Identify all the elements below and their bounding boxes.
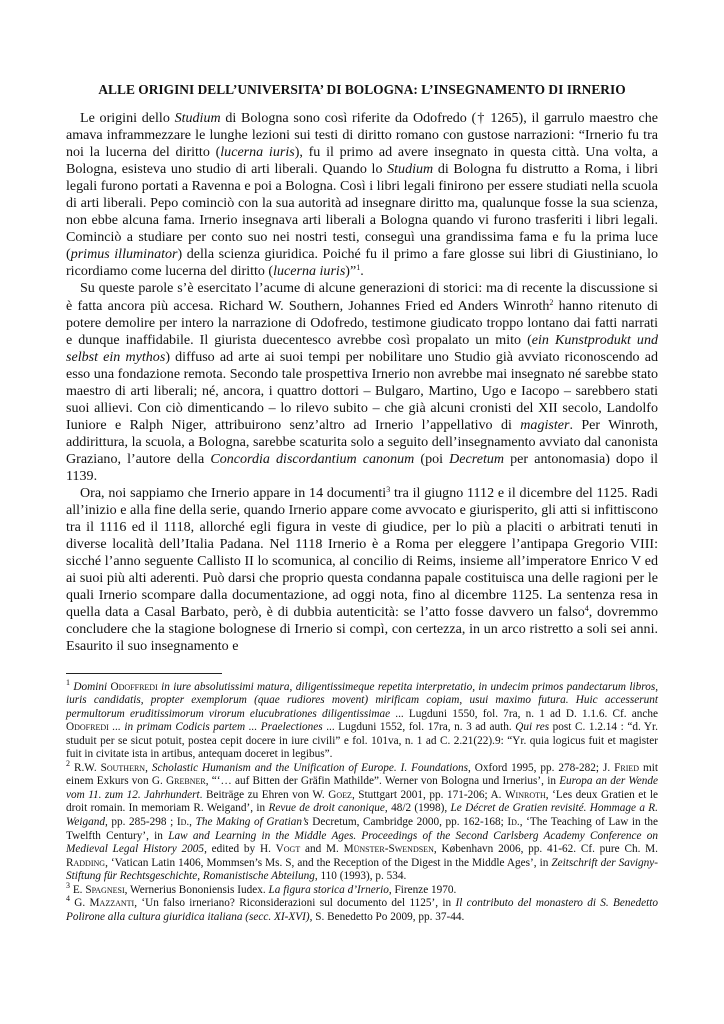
text-run: , ‘Vatican Latin 1406, Mommsen’s Ms. S, and the Reception of the Digest in the Middle Ages’, in: [105, 856, 552, 869]
italic-run: ein Kunstprodukt und selbst ein mythos: [66, 331, 658, 365]
text-run: , ‘The Teaching of Law in the Twelfth Century’, in: [66, 815, 659, 842]
footnote-ref-1[interactable]: 1: [356, 263, 361, 273]
italic-run: Concordia discordantium canonum: [210, 450, 415, 467]
italic-run: magister: [520, 416, 570, 433]
text-run: G.: [70, 897, 90, 910]
text-run: Decretum, Cambridge 2000, pp. 162-168;: [308, 815, 508, 828]
paragraph-3: [66, 485, 658, 655]
italic-run: Law and Learning in the Middle Ages. Proceedings of the Second Carlsberg Academy Conference on Medieval Legal History 2005: [66, 829, 658, 856]
italic-run: Europa an der Wende vom 11. zum 12. Jahrhundert: [66, 775, 658, 801]
text-run: , edited by H.: [204, 843, 276, 856]
italic-run: Studium: [174, 110, 221, 126]
text-run: , Firenze 1970.: [388, 883, 457, 896]
text-run: ... Lugduni 1552, fol. 17ra, n. 3 ad auth.: [322, 721, 516, 734]
paragraph-2: [66, 280, 658, 485]
author-name: Southern: [100, 761, 146, 774]
author-name: Goez: [328, 788, 352, 801]
footnote-number: 4: [66, 894, 70, 904]
author-name: Spagnesi: [85, 883, 125, 896]
italic-run: lucerna iuris: [220, 144, 295, 161]
text-run: , ‘Les deux Gratien et le droit romain. In memoriam R. Weigand’, in: [66, 788, 659, 815]
text-run: Su queste parole s’è esercitato l’acume di alcune generazioni di storici: ma di recente la discussione si è fatta ancora più accesa. Richard W. Southern, Johannes Fried ed Anders Winroth: [66, 280, 658, 314]
italic-run: La figura storica d’Irnerio: [268, 883, 389, 896]
text-run: hanno ritenuto di potere demolire per intero la narrazione di Odofredo, testimone giudicato troppo lontano dai fatti narrati e dunque inaffidabile. Il giurista duecentesco avrebbe così propalato un mito (: [66, 297, 658, 348]
text-run: (poi: [414, 450, 450, 467]
text-run: , 110 (1993), p. 534.: [314, 870, 407, 883]
text-run: )”: [345, 263, 357, 280]
author-name: Id.: [507, 815, 520, 828]
paragraph-1: [66, 110, 658, 280]
italic-run: Revue de droit canonique: [268, 802, 385, 815]
italic-run: Zeitschrift der Savigny-Stiftung für Rechtsgeschichte, Romanistische Abteilung: [66, 856, 659, 883]
footnote-ref-2[interactable]: 2: [549, 297, 554, 307]
italic-run: lucerna iuris: [273, 263, 346, 280]
author-name: Radding: [66, 856, 106, 869]
footnote-number: 3: [66, 880, 70, 890]
text-run: , ‘Un falso irneriano? Riconsiderazioni sul documento del 1125’, in: [134, 897, 456, 910]
text-run: Ora, noi sappiamo che Irnerio appare in 14 documenti: [80, 485, 387, 502]
main-text: [66, 110, 658, 656]
text-run: Le origini dello: [80, 110, 175, 126]
italic-run: ... in primam Codicis partem ... Praelectiones: [108, 721, 323, 734]
footnote-number: 2: [66, 758, 70, 768]
footnote-ref-4[interactable]: 4: [584, 604, 589, 614]
footnotes: [66, 677, 659, 925]
italic-run: Le Décret de Gratien revisité. Hommage a R. Weigand: [66, 802, 658, 828]
page-title: ALLE ORIGINI DELL’UNIVERSITA’ DI BOLOGNA: L’INSEGNAMENTO DI IRNERIO: [98, 82, 626, 97]
text-run: ) diffuso ad arte ai suoi tempi per nobilitare uno Studio già avviato riconoscendo ad esso una fondazione remota. Secondo tale prospettiva Irnerio non avrebbe mai insegnato né sarebbe stato maestro di arti liberali; né, ancora, i quattro dottori – Bulgaro, Martino, Ugo e Iacopo – sarebbero stati suoi allievi. Con ciò dimenticando – lo rilevo subito – che già alcuni cronisti del XII secolo, Landolfo Iuniore e Ralph Niger, attribuirono senz’altro ad Irnerio l’appellativo di: [66, 348, 658, 433]
author-name: Vogt: [275, 843, 301, 856]
italic-run: primus illuminator: [70, 246, 178, 263]
italic-run: Scholastic Humanism and the Unification of Europe. I. Foundations: [151, 761, 468, 774]
italic-run: Studium: [387, 161, 434, 178]
author-name: Fried: [614, 761, 640, 774]
text-run: per antonomasia) dopo il 1139.: [66, 450, 659, 484]
footnote-1: [66, 677, 659, 762]
author-name: Id.: [176, 815, 190, 828]
text-run: E.: [70, 883, 86, 896]
text-run: , S. Benedetto Po 2009, pp. 37-44.: [309, 910, 465, 923]
italic-run: Il contributo del monastero di S. Benedetto Polirone alla cultura giuridica italiana (secc. XI-XVI): [66, 897, 658, 923]
text-run: , “‘… auf Bitten der Gräfin Mathilde”. Werner von Bologna und Irnerius’, in: [205, 775, 560, 788]
footnote-ref-3[interactable]: 3: [386, 485, 391, 495]
footnote-number: 1: [66, 677, 70, 687]
text-run: and M.: [300, 843, 344, 856]
italic-run: Qui res: [515, 721, 550, 734]
footnote-3: [66, 880, 658, 898]
author-name: Münster-Swendsen: [343, 843, 434, 856]
footnote-4: [66, 894, 658, 924]
italic-run: Domini: [73, 680, 111, 693]
text-run: post C. 1.2.14 : “d. Yr. studuit per se sicut potuit, postea cepit docere in iure civili” e fol. 101va, n. 1 ad C. 2.21(22).9: “Yr. quia logicus fuit et magister fuit in civitate ista in artibus, antequam doceret in legibus”.: [66, 721, 658, 761]
text-run: mit einem Exkurs von G.: [66, 761, 658, 788]
text-run: ,: [145, 761, 152, 774]
text-run: tra il giugno 1112 e il dicembre del 1125. Radi all’inizio e alla fine della serie, quando Irnerio appare come avvocato e giurisperito, gli atti si infittiscono tra il 1116 ed il 1118, allorché egli figura in veste di giudice, per lo più a placiti o arbitrati tenuti in diverse località dell’Italia Padana. Nel 1118 Irnerio è a Roma per eleggere l’antipapa Gregorio VIII: sicché l’anno seguente Callisto II lo scomunica, al concilio di Reims, insieme all’imperatore Enrico V ed ai suoi più alti aderenti. Può darsi che proprio questa condanna papale costituisca una delle ragioni per le quali Irnerio scompare dalla documentazione, ad oggi nota, fino al dicembre 1125. La sentenza resa in quella data a Casal Barbato, però, è di dubbia autenticità: se l’atto fosse davvero un falso: [66, 485, 658, 621]
text-run: di Bologna fu distrutto a Roma, i libri legali furono portati a Ravenna e poi a Bologna. Così i libri legali finirono per essere studiati nella scuola di arti liberali. Pepo cominciò con la sua autorità ad insegnare diritto ma, qualunque fosse la sua scienza, non ebbe alcuna fama. Irnerio insegnava arti liberali a Bologna quando vi furono trasferiti i libri legali. Cominciò a studiare per conto suo nei nostri testi, conseguì una grandissima fama e fu la prima luce (: [66, 161, 658, 263]
author-name: Odofredi: [66, 721, 109, 734]
text-run: , pp. 285-298 ;: [104, 815, 177, 828]
text-run: , Wernerius Bononiensis Iudex.: [124, 883, 269, 896]
text-run: , 48/2 (1998),: [384, 802, 451, 815]
text-run: , Stuttgart 2001, pp. 171-206; A.: [351, 788, 505, 801]
text-run: , København 2006, pp. 41-62. Cf. pure Ch. M.: [433, 843, 658, 856]
text-run: di Bologna sono così riferite da Odofredo († 1265), il garrulo maestro che amava inframmezzare le lunghe lezioni sui testi di diritto romano con gustose narrazioni: “Irnerio fu tra noi la lucerna del diritto (: [66, 110, 658, 161]
text-run: ,: [189, 815, 196, 828]
text-run: , Oxford 1995, pp. 278-282; J.: [467, 761, 615, 774]
text-run: .: [360, 263, 364, 280]
author-name: Mazzanti: [89, 897, 135, 910]
footnote-separator: [66, 673, 222, 674]
text-run: ... Lugduni 1550, fol. 7ra, n. 1 ad D. 1.1.6. Cf. anche: [390, 707, 658, 720]
author-name: Grebner: [166, 775, 206, 788]
text-run: . Beiträge zu Ehren von W.: [199, 788, 329, 801]
text-run: , dovremmo concludere che la stagione bolognese di Irnerio si compì, con certezza, in un arco ristretto a soli sei anni. Esaurito il suo insegnamento e: [66, 604, 658, 655]
author-name: Odoffredi: [110, 680, 158, 693]
italic-run: The Making of Gratian’s: [195, 815, 309, 828]
italic-run: Decretum: [449, 450, 505, 467]
text-run: ), fu il primo ad avere insegnato in questa città. Una volta, a Bologna, esisteva uno studio di arti liberali. Quando lo: [66, 144, 659, 178]
author-name: Winroth: [504, 788, 546, 801]
text-run: . Per Winroth, addirittura, la scuola, a Bologna, sarebbe scaturita solo a seguito dell’insegnamento avviato dal canonista Graziano, l’autore della: [66, 416, 658, 467]
text-run: R.W.: [70, 761, 101, 774]
footnote-2: [66, 758, 659, 884]
text-run: ) della scienza giuridica. Poiché fu il primo a fare glosse sui libri di Giustiniano, lo ricordiamo come lucerna del diritto (: [66, 246, 658, 280]
italic-run: in iure absolutissimi matura, diligentissimeque repetita interpretatio, in undecim primos pandectarum libros, iuris candidatis, propter exemplorum (quae rudiores movent) mirificam copiam, usui maximo futura. Huic accesserunt permultorum eruditissimorum virorum elucubrationes diligentissimae: [66, 680, 659, 720]
